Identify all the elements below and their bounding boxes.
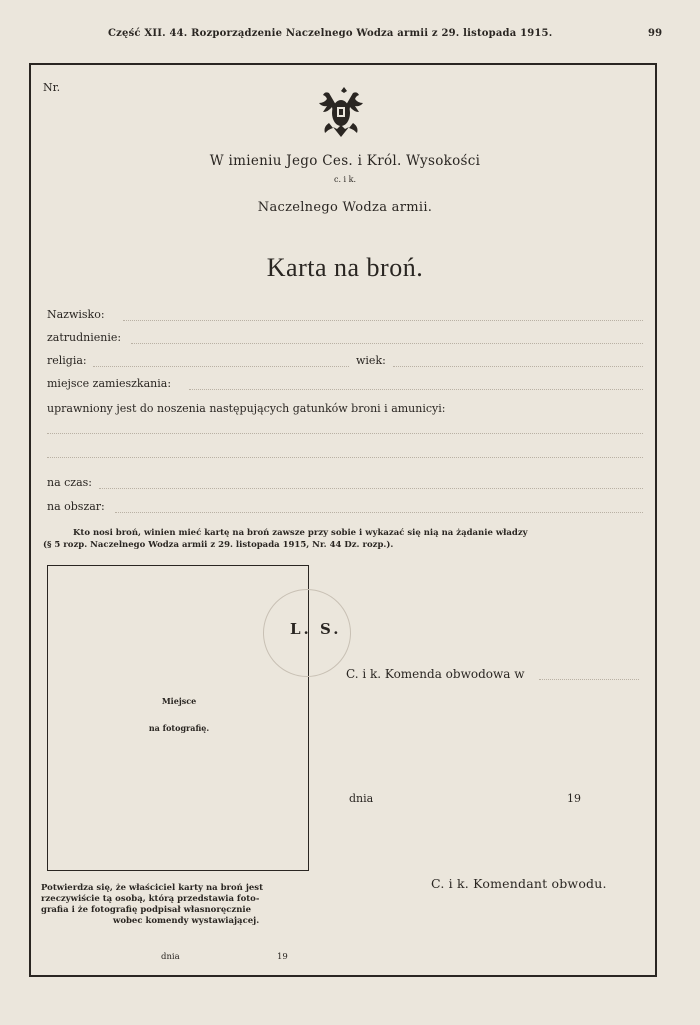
official-seal-circle: [263, 589, 351, 677]
field-na-obszar-line: [115, 512, 643, 513]
field-uprawniony-label: uprawniony jest do noszenia następujących gatunków broni i amunicyi:: [47, 402, 446, 415]
weapon-card-form: [29, 63, 657, 977]
field-religia-label: religia:: [47, 354, 87, 367]
year-right: 19: [567, 792, 581, 805]
komenda-fill-line: [539, 679, 639, 680]
weapons-line-2: [47, 457, 643, 458]
photo-label-1: Miejsce: [161, 696, 197, 706]
seal-ls-text: L. S.: [290, 620, 342, 638]
field-miejsce-label: miejsce zamieszkania:: [47, 377, 172, 390]
confirm-line-1: Potwierdza się, że właściciel karty na broń jest: [41, 883, 264, 893]
photo-label-2: na fotografię.: [148, 723, 210, 733]
photo-confirmation-text: [41, 883, 321, 927]
komenda-line: C. i k. Komenda obwodowa w: [346, 667, 525, 681]
field-na-czas-label: na czas:: [47, 476, 93, 489]
field-na-obszar-label: na obszar:: [47, 500, 105, 513]
field-zatrudnienie-label: zatrudnienie:: [47, 331, 122, 344]
field-wiek-label: wiek:: [356, 354, 386, 367]
authority-line-2: c. i k.: [333, 175, 357, 184]
field-nazwisko-label: Nazwisko:: [47, 308, 105, 321]
year-left: 19: [277, 952, 288, 962]
legal-note-line-2: (§ 5 rozp. Naczelnego Wodza armii z 29. listopada 1915, Nr. 44 Dz. rozp.).: [43, 540, 394, 550]
date-label-right: dnia: [349, 792, 374, 805]
nr-label: Nr.: [43, 81, 61, 94]
field-wiek-line: [393, 366, 643, 367]
weapons-line-1: [47, 433, 643, 434]
field-zatrudnienie-line: [131, 343, 643, 344]
confirm-line-2: rzeczywiście tą osobą, którą przedstawia foto-: [41, 894, 260, 904]
double-headed-eagle-icon: [311, 83, 371, 143]
confirm-line-4: wobec komendy wystawiającej.: [113, 916, 260, 926]
field-na-czas-line: [99, 488, 643, 489]
confirm-line-3: grafia i że fotografię podpisał własnoręcznie: [41, 905, 252, 915]
page-number: 99: [648, 28, 663, 39]
field-nazwisko-line: [123, 320, 643, 321]
field-miejsce-line: [189, 389, 643, 390]
date-label-left: dnia: [161, 952, 180, 962]
komendant-signature-label: C. i k. Komendant obwodu.: [431, 876, 607, 891]
authority-line-1: W imieniu Jego Ces. i Król. Wysokości: [209, 153, 481, 169]
field-religia-line: [93, 366, 349, 367]
authority-line-3: Naczelnego Wodza armii.: [257, 200, 433, 215]
running-title: Część XII. 44. Rozporządzenie Naczelnego Wodza armii z 29. listopada 1915.: [108, 28, 553, 39]
form-title: Karta na broń.: [266, 253, 424, 282]
legal-note-line-1: Kto nosi broń, winien mieć kartę na broń zawsze przy sobie i wykazać się nią na żądanie władzy: [73, 528, 528, 538]
